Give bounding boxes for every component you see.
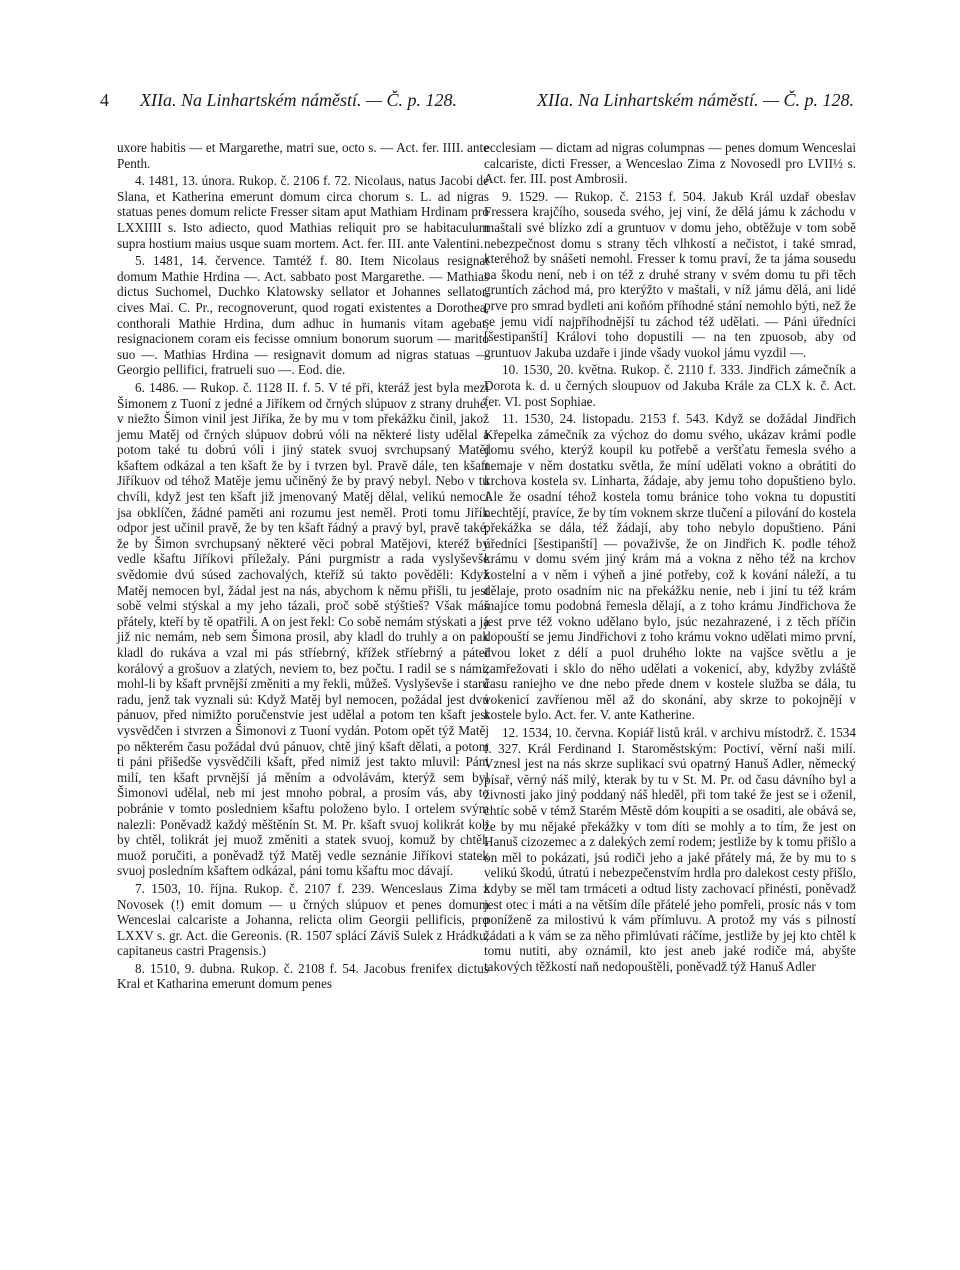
paragraph: uxore habitis — et Margarethe, matri sue, octo s. — Act. fer. IIII. ante Penth.	[117, 140, 489, 171]
paragraph: 12. 1534, 10. června. Kopiář listů král. v archivu místodrž. č. 1534 f. 327. Král Ferdinand I. Staroměstským: Poctiví, věrní naši milí. Vznesl jest na nás skrze suplikací svú opatrný Hanuš Adler, německý písař, věrný náš milý, kterak by tu v St. M. Pr. od času dávního byl a živnosti jako jiný poddaný náš hleděl, při tom také že jest se i oženil, chtíc sobě v témž Starém Městě dóm koupiti a se osaditi, ale obává se, že by mu nějaké překážky v tom díti se mohly a to tím, že jest on Hanuš cizozemec a z dalekých zemí rodem; jestliže by k tomu přišlo a on měl to pokázati, jsú rodiči jeho a jaké přátely má, že by mu to s velikú škodú, útratú i nebezpečenstvím hrdla pro dalekost cesty přišlo, kdyby se měl tam trmáceti a odtud listy zachovací přinésti, poněvadž jest otec i máti a na větším díle přátelé jeho pomřeli, prosíc nás v tom poníženě za milostivú k vám přímluvu. A protož my vás s pilností žádati a k vám se za něho přimlúvati ráčíme, jestliže by jej kto chtěl k tomu nutiti, aby oznámil, kto jest aneb jaké rodiče má, abyšte takových těžkostí naň nedopouštěli, poněvadž týž Hanuš Adler	[484, 724, 856, 974]
paragraph: 11. 1530, 24. listopadu. 2153 f. 543. Když se dožádal Jindřich Křepelka zámečník za výchoz do domu svého, ukázav krámi podle domu svého, kterýž koupil ku potřebě a veršťatu řemesla svého a nemaje v něm dostatku světla, že míní udělati vokno a obrátiti do krchova kostela sv. Linharta, žádaje, aby jemu toho dopuštieno bylo. Ale že osadní téhož kostela tomu bránice toho vokna tu dopustiti nechtějí, pravíce, že by tím voknem skrze tlučení a pilování do kostela překážka se dála, též žádají, aby toho nebylo dopuštieno. Páni úředníci [šestipanští] — považivše, že on Jindřich K. podle téhož krámu v domu svém jiný krám má a vokna z něho též na krchov kostelní a v něm i výheň a jiné potřeby, což k kování náleží, a tu dělaje, proto osadním nic na překážku nenie, neb i jiní tu též krám majíce tomu podobná řemesla dělají, a z toho krámu Jindřichova že jest prve též vokno udělano bylo, jsúc nezahrazené, i z těch příčin dopouští se jemu Jindřichovi z toho krámu vokno udělati mimo první, dvou loket z délí a puol druhého lokte na vajšce světlu a je zamřežovati i sklo do něho udělati a vokenicí, aby, kdyžby zvláště času raniejho ve dne nebo přede dnem v kostele služba se dála, tu vokenicí zavříenou měl až do skonání, aby skrze to pokojnějí v kostele bylo. Act. fer. V. ante Katherine.	[484, 411, 856, 723]
right-column	[484, 140, 856, 976]
page-number: 4	[100, 90, 109, 110]
paragraph: ecclesiam — dictam ad nigras columpnas — penes domum Wenceslai calcariste, dicti Fresser, a Wenceslao Zima z Novosedl pro LVII½ s. Act. fer. III. post Ambrosii.	[484, 140, 856, 187]
header-title-left: XIIa. Na Linhartském náměstí. — Č. p. 128.	[140, 90, 457, 110]
paragraph: 9. 1529. — Rukop. č. 2153 f. 504. Jakub Král uzdař obeslav Fressera krajčího, souseda svého, jej viní, že dělá jámu k záchodu v maštali své blízko zdí a gruntuov v domu jeho, obtěžuje v tom sobě nebezpečnost domu s strany těch vlhkostí a nečistot, i také smrad, kteréhož by snášeti nemohl. Fresser k tomu praví, že ta jáma sousedu na škodu není, neb i on též z druhé strany v svém domu tu při těch gruntích záchod má, pro kterýžto v maštali, v níž jámu dělá, ani lidé prve pro smrad bydleti ani koňóm příhodné stání nemohlo býti, než že se jemu vidí najpříhodnější tu záchod též udělati. — Páni úředníci [šestipanští] Královi toho dopustili — na ten zpuosob, aby od gruntuov Jakuba uzdaře i jinde všady vuokol jámu vyzdil —.	[484, 188, 856, 360]
paragraph: 10. 1530, 20. května. Rukop. č. 2110 f. 333. Jindřich zámečník a Dorota k. d. u černých sloupuov od Jakuba Krále za CLX k. č. Act. fer. VI. post Sophiae.	[484, 362, 856, 409]
paragraph: 5. 1481, 14. července. Tamtéž f. 80. Item Nicolaus resignat domum Mathie Hrdina —. Act. sabbato post Margarethe. — Mathias dictus Suchomel, Duchko Klatowsky sellator et Johannes sellator, cives Mai. C. Pr., recognoverunt, quod rogati existentes a Dorothea, conthorali Mathie Hrdina, dum adhuc in humanis vitam agebat, resignacionem coram eis fecisse omnium bonorum suorum — marito suo —. Mathias Hrdina — resignavit domum ad nigras statuas — Georgio pellifici, fratrueli suo —. Eod. die.	[117, 253, 489, 378]
left-column	[117, 140, 489, 994]
paragraph: 7. 1503, 10. října. Rukop. č. 2107 f. 239. Wenceslaus Zima z Novosek (!) emit domum — u črných slúpuov et penes domum Wenceslai calcariste a Johanna, relicta olim Georgii pellificis, pro LXXV s. gr. Act. die Gereonis. (R. 1507 splácí Záviš Sulek z Hrádku, capitaneus castri Pragensis.)	[117, 880, 489, 959]
running-header	[100, 90, 860, 118]
paragraph: 6. 1486. — Rukop. č. 1128 II. f. 5. V té při, kteráž jest byla mezi Šimonem z Tuoní z jedné a Jiříkem od črných slúpuov z strany druhé, v niežto Šimon vinil jest Jiříka, že by mu v tom překážku činil, jakož jemu Matěj od črných slúpuov dobrú vóli na některé listy udělal a potom také tu dobrú vóli i jiný statek svuoj svrchupsaný Matěj kšaftem odkázal a ten kšaft že by i tvrzen byl. Pravě dále, ten kšaft Jiříkuov od téhož Matěje jemu učiněný že by pravý nebyl. Nebo v tu chvíli, když jest ten kšaft již jmenovaný Matěj dělal, velikú nemocí jsa obklíčen, žádné paměti ani rozumu jest neměl. Proti tomu Jiřík odpor jest učinil pravě, že by ten kšaft řádný a pravý byl, pravě také, že by Šimon svrchupsaný některé věci pobral Matějovi, kteréž by vedle kšaftu Jiříkovi příležaly. Páni purgmistr a rada vyslyševše svědomie dvú súsed zachovalých, kteříž sú takto pověděli: Když Matěj nemocen byl, žádal jest na nás, abychom k němu přišli, tu jest sobě velmi stýskal a my jeho tázali, proč sobě stýštieš? Však máš přátely, kteří by tě opatřili. A on jest řekl: Co sobě nemám stýskati a já již nic nemám, neb sem Šimona prosil, aby kladl do truhly a on pak kladl do rukáva a vzal mi pás stříebrný, křížek stříebrný a páteř korálový a grošuov a zlatých, neviem to, bez počtu. I radil se s námi, mohl-li by kšaft prvnější změniti a my řekli, můžeš. Vyslyševše i starú radu, jenž tak vyznali sú: Když Matěj byl nemocen, požádal jest dvú pánuov, před nimižto poručenstvie jest udělal a potom ten kšaft jest vysvědčen i stvrzen a Šimonovi z Tuoní vydán. Potom opět týž Matěj po některém času požádal dvú pánuov, chtě jiný kšaft dělati, a potom ti páni přišedše vysvědčili kšaft, před nimiž jest takto mluvil: Páni milí, ten kšaft prvnější já měním a odvolávám, kterýž sem byl Šimonovi udělal, neb mi jest mnoho pobral, a prosím vás, aby to pobránie v tomto posledniem kšaftu položeno bylo. I ortelem svým nalezli: Poněvadž každý měštěnín St. M. Pr. kšaft svuoj kolikrát koli by chtěl, tolikrát jej muož změniti a statek svuoj, komuž by chtěl, muož poručiti, a poněvadž týž Matěj vedle seznánie Jiříkovi statek svuoj posledním kšaftem odkázal, páni tomu kšaftu moc dávají.	[117, 379, 489, 879]
paragraph: 8. 1510, 9. dubna. Rukop. č. 2108 f. 54. Jacobus frenifex dictus Kral et Katharina emerunt domum penes	[117, 960, 489, 992]
header-title-right: XIIa. Na Linhartském náměstí. — Č. p. 128.	[537, 90, 854, 110]
paragraph: 4. 1481, 13. února. Rukop. č. 2106 f. 72. Nicolaus, natus Jacobi de Slana, et Katherina emerunt domum circa chorum s. L. ad nigras statuas penes domum relicte Fresser sitam aput Mathiam Hrdinam pro LXXIIII s. Isto adiecto, quod Mathias reliquit pro se habitaculum supra hostium maius usque suam mortem. Act. fer. III. ante Valentini.	[117, 173, 489, 251]
